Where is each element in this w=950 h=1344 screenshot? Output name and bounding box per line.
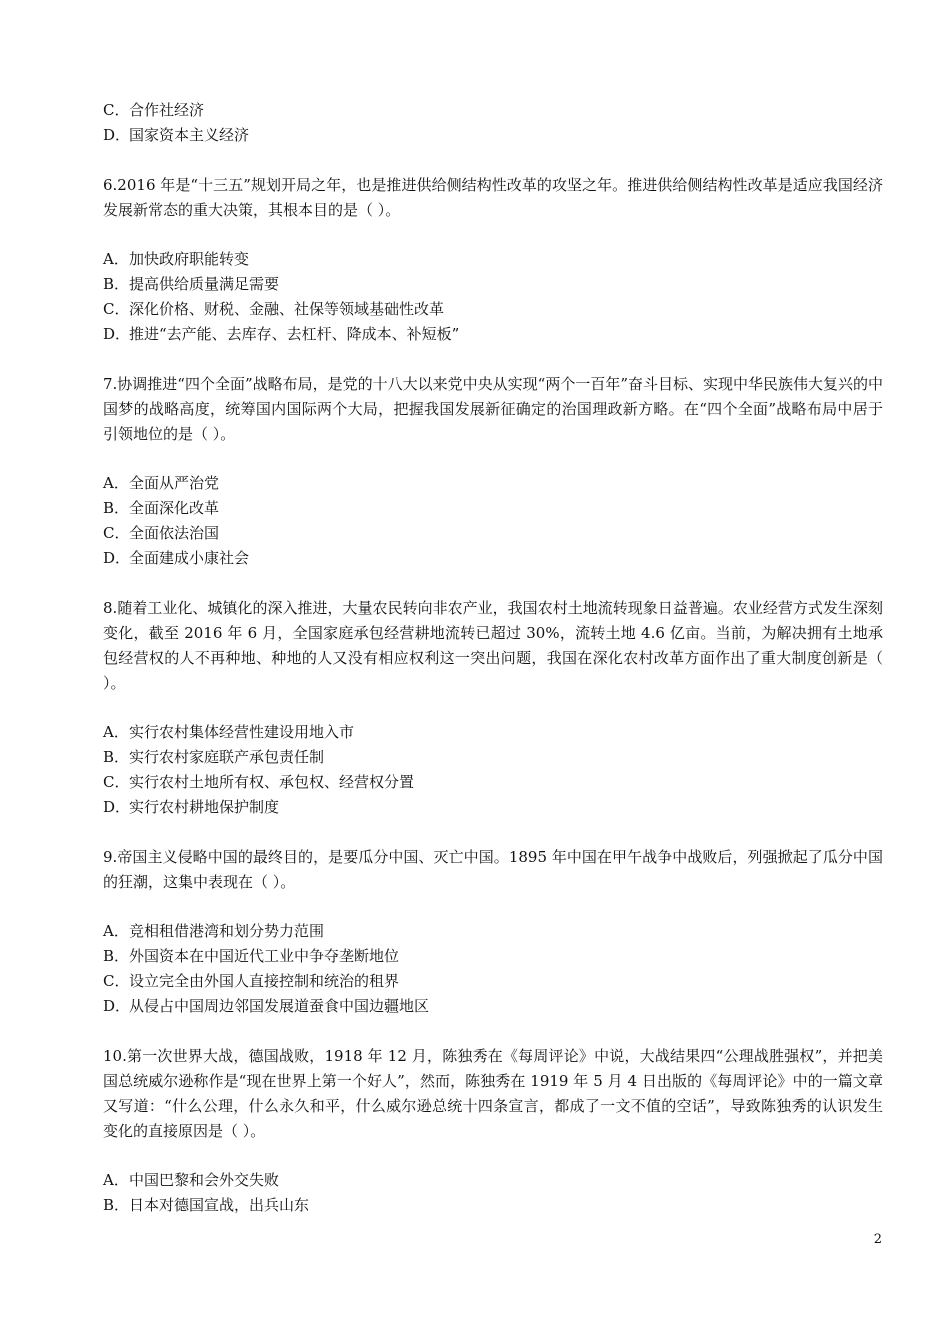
option-b — [103, 745, 883, 770]
option-a — [103, 1168, 883, 1193]
question-7 — [103, 372, 883, 571]
option-text: 日本对德国宣战，出兵山东 — [129, 1196, 310, 1214]
option-a — [103, 720, 883, 745]
option-text: 合作社经济 — [129, 101, 205, 119]
option-text: 设立完全由外国人直接控制和统治的租界 — [129, 972, 400, 990]
option-text: 实行农村土地所有权、承包权、经营权分置 — [129, 773, 415, 791]
option-d — [103, 994, 883, 1019]
option-text: 深化价格、财税、金融、社保等领域基础性改革 — [129, 300, 445, 318]
option-letter: B． — [103, 499, 130, 517]
option-letter: D． — [103, 126, 131, 144]
option-d — [103, 322, 883, 347]
question-stem: 8.随着工业化、城镇化的深入推进，大量农民转向非农产业，我国农村土地流转现象日益普遍。农业经营方式发生深刻变化，截至 2016 年 6 月，全国家庭承包经营耕地流转已超过 30%，流转土地 4.6 亿亩。当前，为解决拥有土地承包经营权的人不再种地、种地的人又没有相应权利这一突出问题，我国在深化农村改革方面作出了重大制度创新是（ ）。 — [103, 599, 883, 692]
option-letter: C． — [103, 101, 130, 119]
option-a — [103, 919, 883, 944]
option-b — [103, 944, 883, 969]
option-c — [103, 297, 883, 322]
question-stem: 7.协调推进“四个全面”战略布局，是党的十八大以来党中央从实现“两个一百年”奋斗目标、实现中华民族伟大复兴的中国梦的战略高度，统筹国内国际两个大局，把握我国发展新征确定的治国理政新方略。在“四个全面”战略布局中居于引领地位的是（ ）。 — [103, 375, 883, 443]
option-text: 外国资本在中国近代工业中争夺垄断地位 — [129, 947, 400, 965]
option-letter: C． — [103, 972, 130, 990]
option-letter: B． — [103, 275, 130, 293]
question-options — [103, 919, 883, 1019]
question-stem: 9.帝国主义侵略中国的最终目的，是要瓜分中国、灭亡中国。1895 年中国在甲午战争中战败后，列强掀起了瓜分中国的狂潮，这集中表现在（ ）。 — [103, 848, 883, 891]
option-letter: A． — [103, 474, 129, 492]
option-d — [103, 795, 883, 820]
question-8 — [103, 596, 883, 820]
option-letter: C． — [103, 524, 130, 542]
option-letter: A． — [103, 1171, 129, 1189]
question-6 — [103, 173, 883, 347]
option-letter: A． — [103, 723, 129, 741]
option-d — [103, 546, 883, 571]
option-text: 加快政府职能转变 — [129, 250, 250, 268]
question-stem: 10.第一次世界大战，德国战败，1918 年 12 月，陈独秀在《每周评论》中说，大战结果四“公理战胜强权”，并把美国总统威尔逊称作是“现在世界上第一个好人”，然而，陈独秀在 1919 年 5 月 4 日出版的《每周评论》中的一篇文章又写道：“什么公理，什么永久和平，什么威尔逊总统十四条宣言，都成了一文不值的空话”，导致陈独秀的认识发生变化的直接原因是（ ）。 — [103, 1047, 883, 1140]
option-a — [103, 247, 883, 272]
question-9 — [103, 845, 883, 1019]
option-b — [103, 272, 883, 297]
option-letter: D． — [103, 997, 131, 1015]
option-c — [103, 521, 883, 546]
option-letter: B． — [103, 947, 130, 965]
option-letter: D． — [103, 325, 131, 343]
option-text: 竞相租借港湾和划分势力范围 — [129, 922, 325, 940]
option-text: 中国巴黎和会外交失败 — [129, 1171, 280, 1189]
option-letter: D． — [103, 549, 131, 567]
option-b — [103, 496, 883, 521]
option-letter: D． — [103, 798, 131, 816]
continued-options — [103, 98, 883, 148]
option-text: 推进“去产能、去库存、去杠杆、降成本、补短板” — [129, 325, 460, 343]
option-letter: C． — [103, 773, 130, 791]
option-b — [103, 1193, 883, 1218]
option-text: 实行农村集体经营性建设用地入市 — [129, 723, 355, 741]
question-10 — [103, 1044, 883, 1218]
page-content — [103, 98, 883, 1218]
option-text: 实行农村耕地保护制度 — [129, 798, 280, 816]
option-text: 全面从严治党 — [129, 474, 220, 492]
option-text: 全面建成小康社会 — [129, 549, 250, 567]
page-number: 2 — [873, 1232, 882, 1247]
option-c — [103, 969, 883, 994]
option-d — [103, 123, 883, 148]
option-text: 全面依法治国 — [129, 524, 220, 542]
option-text: 从侵占中国周边邻国发展道蚕食中国边疆地区 — [129, 997, 430, 1015]
question-options — [103, 720, 883, 820]
question-stem: 6.2016 年是“十三五”规划开局之年，也是推进供给侧结构性改革的攻坚之年。推进供给侧结构性改革是适应我国经济发展新常态的重大决策，其根本目的是（ ）。 — [103, 176, 883, 219]
option-letter: B． — [103, 748, 130, 766]
option-letter: A． — [103, 250, 129, 268]
option-c — [103, 770, 883, 795]
question-options — [103, 247, 883, 347]
option-text: 实行农村家庭联产承包责任制 — [129, 748, 325, 766]
question-options — [103, 1168, 883, 1218]
option-text: 国家资本主义经济 — [129, 126, 250, 144]
option-letter: A． — [103, 922, 129, 940]
option-text: 提高供给质量满足需要 — [129, 275, 280, 293]
option-c — [103, 98, 883, 123]
option-letter: C． — [103, 300, 130, 318]
option-a — [103, 471, 883, 496]
question-options — [103, 471, 883, 571]
option-letter: B． — [103, 1196, 130, 1214]
option-text: 全面深化改革 — [129, 499, 220, 517]
